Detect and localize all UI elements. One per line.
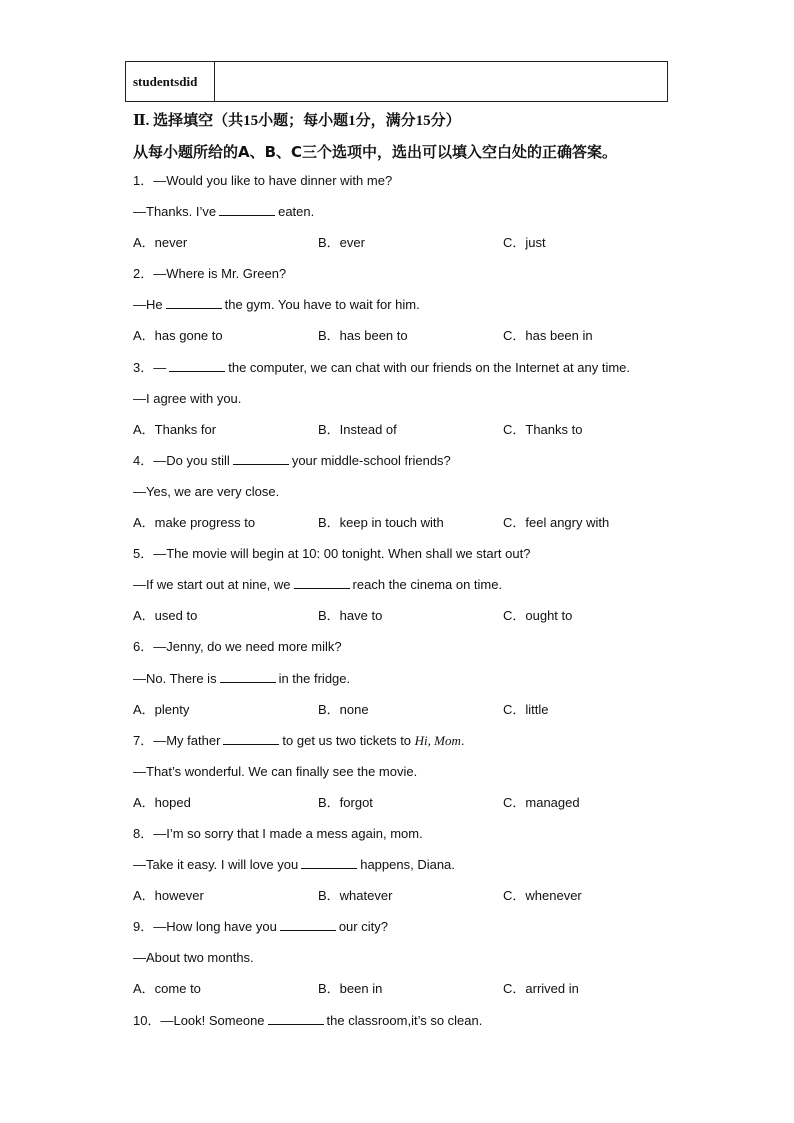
question-stem [133, 451, 693, 482]
option-c[interactable]: C．feel angry with [503, 515, 610, 531]
question-response [133, 482, 693, 513]
option-a[interactable]: A．however [133, 888, 204, 904]
answer-blank [223, 732, 279, 745]
question-stem [133, 1011, 693, 1042]
response-text: —Yes, we are very close. [133, 483, 280, 499]
option-row [133, 700, 693, 731]
response-text: —That’s wonderful. We can finally see the movie. [133, 763, 418, 779]
question-response [133, 202, 693, 233]
question-list [133, 171, 693, 1042]
answer-blank [294, 576, 350, 589]
response-text-after: the gym. You have to wait for him. [224, 297, 420, 313]
response-text-after: in the fridge. [278, 670, 351, 686]
option-a[interactable]: A．make progress to [133, 515, 256, 531]
question-text: 1．—Would you like to have dinner with me? [133, 173, 393, 188]
answer-blank [268, 1012, 324, 1025]
question-response [133, 948, 693, 979]
question-text: 5．—The movie will begin at 10: 00 tonight. When shall we start out? [133, 546, 531, 562]
answer-blank [280, 918, 336, 931]
response-text-after: reach the cinema on time. [352, 577, 503, 593]
answer-blank [166, 296, 222, 309]
option-row [133, 326, 693, 357]
option-a[interactable]: A．Thanks for [133, 421, 217, 437]
option-row [133, 979, 693, 1010]
section-title: Ⅱ. 选择填空（共15小题；每小题1分，满分15分） [133, 113, 461, 129]
question-stem [133, 824, 693, 855]
question-text-after: the computer, we can chat with our friends on the Internet at any time. [228, 359, 631, 375]
option-b[interactable]: B．whatever [318, 888, 393, 904]
header-table-value [215, 62, 667, 101]
question-text: 10．—Look! Someone [133, 1012, 265, 1028]
option-b[interactable]: B．has been to [318, 328, 408, 344]
question-text: 2．—Where is Mr. Green? [133, 266, 287, 282]
response-text: —Thanks. I’ve [133, 204, 217, 220]
question-stem [133, 917, 693, 948]
question-italic-title: Hi, Mom [414, 732, 461, 748]
answer-blank [233, 452, 289, 465]
option-c[interactable]: C．arrived in [503, 981, 579, 997]
option-row [133, 233, 693, 264]
option-c[interactable]: C．whenever [503, 888, 582, 904]
question-stem [133, 171, 693, 202]
option-row [133, 513, 693, 544]
option-row [133, 886, 693, 917]
question-stem [133, 731, 693, 762]
question-text-after: to get us two tickets to [282, 732, 412, 748]
response-text: —I agree with you. [133, 390, 242, 406]
question-stem [133, 544, 693, 575]
option-row [133, 793, 693, 824]
option-row [133, 420, 693, 451]
question-text: 6．—Jenny, do we need more milk? [133, 639, 342, 655]
option-c[interactable]: C．managed [503, 794, 580, 810]
response-text: —If we start out at nine, we [133, 577, 291, 593]
response-text: —No. There is [133, 670, 217, 686]
answer-blank [301, 856, 357, 869]
option-a[interactable]: A．come to [133, 981, 201, 997]
question-text: 9．—How long have you [133, 919, 277, 935]
option-c[interactable]: C．Thanks to [503, 421, 583, 437]
option-b[interactable]: B．none [318, 701, 369, 717]
question-response [133, 575, 693, 606]
answer-blank [219, 203, 275, 216]
answer-blank [220, 670, 276, 683]
header-table-label: studentsdid [126, 62, 215, 101]
response-text: —About two months. [133, 950, 254, 966]
response-text: —Take it easy. I will love you [133, 857, 299, 873]
option-b[interactable]: B．Instead of [318, 421, 397, 437]
question-stem [133, 358, 693, 389]
option-c[interactable]: C．has been in [503, 328, 593, 344]
option-b[interactable]: B．been in [318, 981, 383, 997]
option-row [133, 606, 693, 637]
option-a[interactable]: A．hoped [133, 794, 191, 810]
question-text-after: your middle-school friends? [291, 452, 451, 468]
question-response [133, 669, 693, 700]
response-text-after: happens, Diana. [360, 857, 455, 873]
option-a[interactable]: A．never [133, 235, 188, 251]
question-response [133, 389, 693, 420]
option-b[interactable]: B．ever [318, 235, 365, 251]
option-c[interactable]: C．ought to [503, 608, 573, 624]
question-response [133, 295, 693, 326]
response-text-after: eaten. [278, 204, 315, 220]
response-text: —He [133, 297, 163, 313]
option-a[interactable]: A．has gone to [133, 328, 223, 344]
answer-blank [169, 359, 225, 372]
option-b[interactable]: B．forgot [318, 794, 373, 810]
section-instruction: 从每小题所给的A、B、C三个选项中，选出可以填入空白处的正确答案。 [133, 143, 618, 161]
option-c[interactable]: C．just [503, 235, 546, 251]
question-text-end: . [460, 732, 465, 748]
option-b[interactable]: B．keep in touch with [318, 515, 444, 531]
question-text-after: the classroom,it’s so clean. [326, 1012, 483, 1028]
option-c[interactable]: C．little [503, 701, 549, 717]
option-a[interactable]: A．used to [133, 608, 198, 624]
question-text: 8．—I’m so sorry that I made a mess again, mom. [133, 825, 423, 841]
option-b[interactable]: B．have to [318, 608, 383, 624]
question-text-after: our city? [338, 919, 388, 935]
option-a[interactable]: A．plenty [133, 701, 190, 717]
question-stem [133, 264, 693, 295]
question-response [133, 762, 693, 793]
question-text: 3．— [133, 359, 167, 375]
header-table [125, 61, 668, 102]
question-text: 4．—Do you still [133, 452, 230, 468]
question-stem [133, 637, 693, 668]
question-text: 7．—My father [133, 732, 221, 748]
question-response [133, 855, 693, 886]
